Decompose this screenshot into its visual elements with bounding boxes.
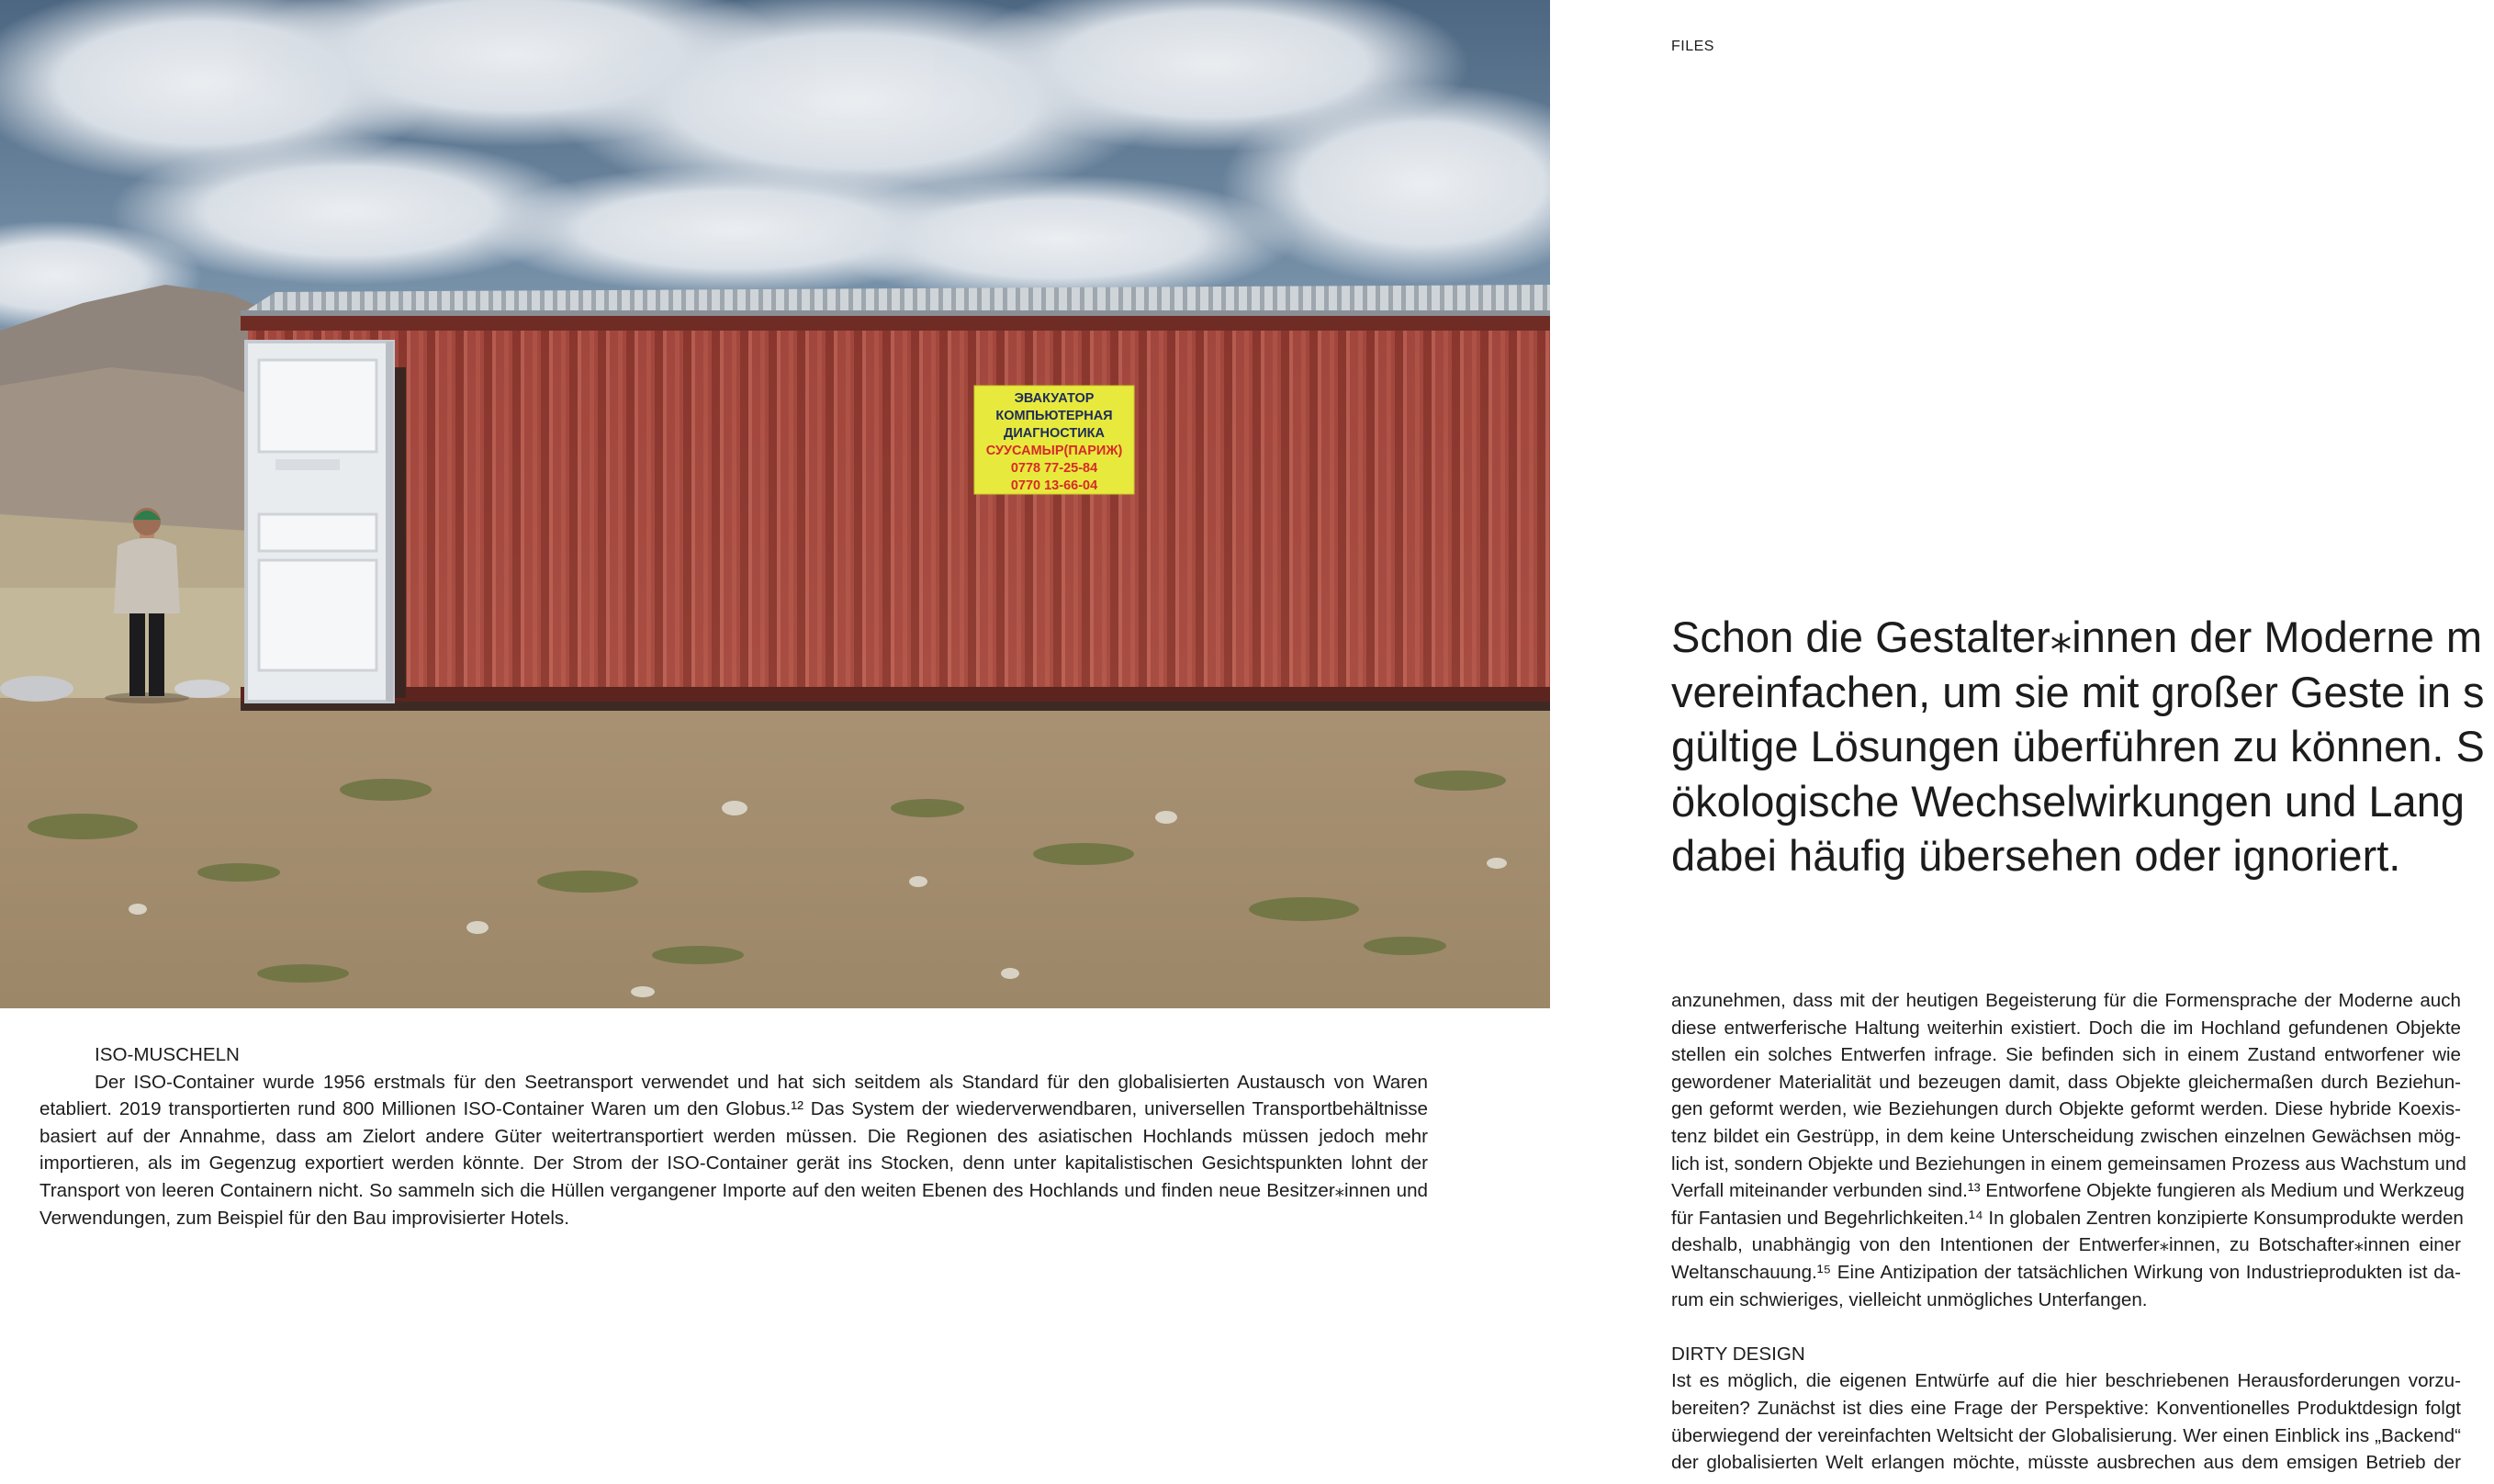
sign-line-2: КОМПЬЮТЕРНАЯ <box>995 409 1113 423</box>
sign-line-5: 0778 77-25-84 <box>1010 461 1098 476</box>
paragraph-gap <box>1671 1313 2461 1341</box>
body-line: lich ist, sondern Objekte und Beziehungen in einem gemeinsamen Prozess aus Wachstum und <box>1671 1152 2466 1175</box>
body-line: tenz bildet ein Gestrüpp, in dem keine Unterscheidung zwischen einzelnen Gewächsen mög- <box>1671 1125 2461 1147</box>
body-line: bereiten? Zunächst ist dies eine Frage der Perspektive: Konventionelles Produktdesign folgt <box>1671 1397 2461 1419</box>
pull-quote-line: dabei häufig übersehen oder ignoriert. <box>1671 831 2401 880</box>
sign-line-1: ЭВАКУАТОР <box>1014 391 1095 406</box>
running-head: FILES <box>1671 39 1714 54</box>
sign-line-6: 0770 13-66-04 <box>1010 478 1098 493</box>
left-article <box>39 1041 1428 1231</box>
body-line: rum ein schwieriges, vielleicht unmögliches Unterfangen. <box>1671 1288 2148 1310</box>
body-line: überwiegend der vereinfachten Weltsicht der Globalisierung. Wer einen Einblick ins „Backend“ <box>1671 1424 2461 1446</box>
body-line: anzunehmen, dass mit der heutigen Begeisterung für die Formensprache der Moderne auch <box>1671 990 2461 1011</box>
body-line: diese entwerferische Haltung weiterhin existiert. Doch die im Hochland gefundenen Objekte <box>1671 1017 2461 1039</box>
pull-quote-line: gültige Lösungen überführen zu können. S <box>1671 722 2485 770</box>
left-body-paragraph: Der ISO-Container wurde 1956 erstmals für den Seetransport verwendet und hat sich seitdem als Standard für den globalisierten Austausch von Waren etabliert. 2019 transportierten rund 800 Millionen ISO-Container Waren um den Globus.¹² Das System der wiederverwendbaren, universellen Transportbehältnisse basiert auf der Annahme, dass am Zielort andere Güter weitertransportiert werden müssen. Die Regionen des asiatischen Hochlands müssen jedoch mehr importieren, als im Gegenzug exportiert werden könnte. Der Strom der ISO-Container gerät ins Stocken, denn unter kapitalistischen Gesichtspunkten lohnt der Transport von leeren Containern nicht. So sammeln sich die Hüllen vergangener Importe auf den weiten Ebenen des Hochlands und finden neue Besitzer⁎innen und Verwendungen, zum Beispiel für den Bau improvisierter Hotels. <box>39 1071 1428 1229</box>
sign-line-4: СУУСАМЫР(ПАРИЖ) <box>985 444 1123 458</box>
section-heading-dirty-design: DIRTY DESIGN <box>1671 1343 1805 1365</box>
container-photo <box>0 0 1550 1008</box>
body-line: deshalb, unabhängig von den Intentionen der Entwerfer⁎innen, zu Botschafter⁎innen einer <box>1671 1234 2461 1256</box>
body-line: Verfall miteinander verbunden sind.¹³ Entworfene Objekte fungieren als Medium und Werkzeug <box>1671 1180 2465 1202</box>
body-line: für Fantasien und Begehrlichkeiten.¹⁴ In globalen Zentren konzipierte Konsumprodukte werden <box>1671 1207 2464 1229</box>
body-line: gen geformt werden, wie Beziehungen durch Objekte geformt werden. Diese hybride Koexis- <box>1671 1098 2461 1120</box>
pull-quote-line: Schon die Gestalter⁎innen der Moderne m <box>1671 613 2483 661</box>
section-heading-iso-muscheln: ISO-MUSCHELN <box>95 1044 240 1065</box>
right-article <box>1671 987 2466 1477</box>
pull-quote-line: ökologische Wechselwirkungen und Lang <box>1671 776 2465 826</box>
sign-line-3: ДИАГНОСТИКА <box>1004 426 1105 441</box>
pull-quote <box>1671 610 2494 883</box>
body-line: Ist es möglich, die eigenen Entwürfe auf die hier beschriebenen Herausforderungen vorzu- <box>1671 1370 2461 1392</box>
body-line: der globalisierten Welt erlangen möchte, müsste ausbrechen aus dem emsigen Betrieb der <box>1671 1452 2461 1474</box>
body-line: stellen ein solches Entwerfen infrage. Sie befinden sich in einem Zustand entworfener wie <box>1671 1044 2461 1066</box>
body-line: gewordener Materialität und bezeugen damit, dass Objekte gleichermaßen durch Beziehun- <box>1671 1071 2461 1093</box>
body-line: Weltanschauung.¹⁵ Eine Antizipation der tatsächlichen Wirkung von Industrieprodukten ist da- <box>1671 1261 2461 1283</box>
pull-quote-line: vereinfachen, um sie mit großer Geste in s <box>1671 667 2485 716</box>
